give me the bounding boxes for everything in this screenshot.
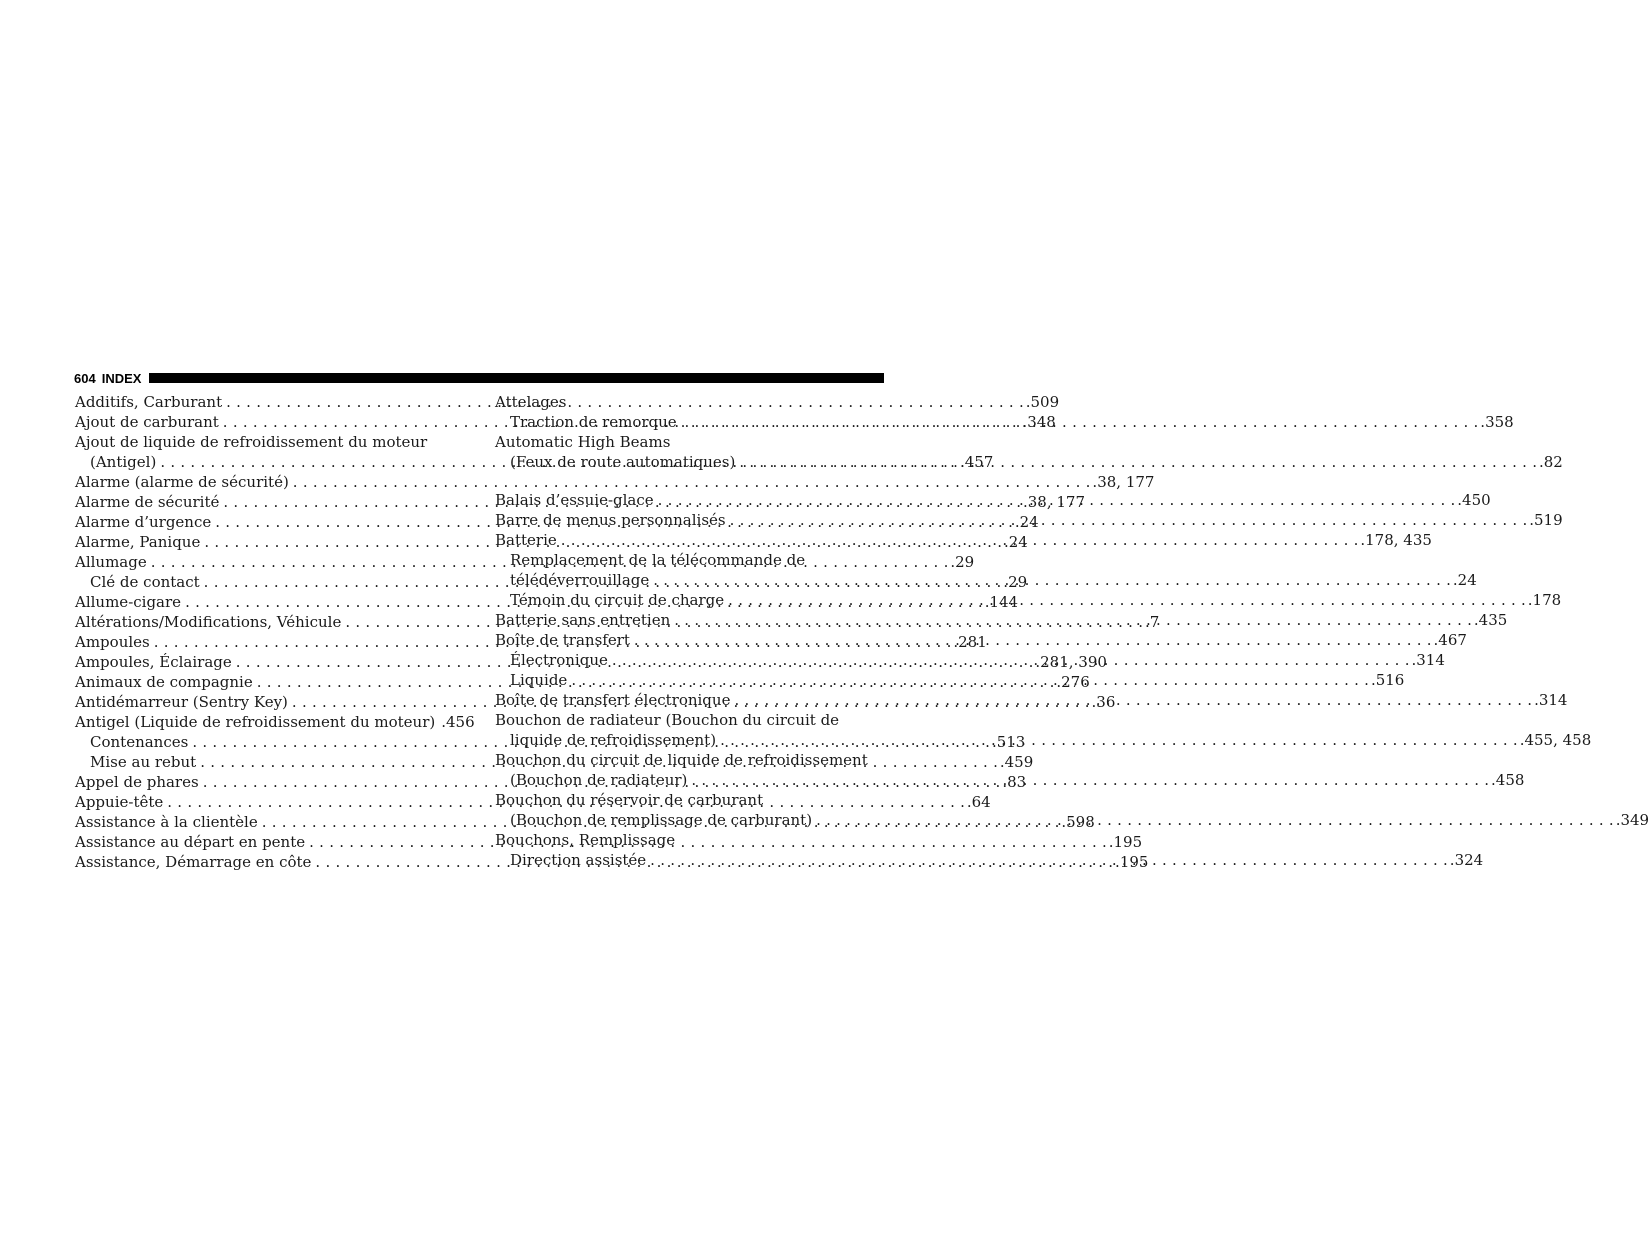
index-entry-label: Alarme de sécurité bbox=[75, 493, 220, 511]
index-entry-label: Attelages bbox=[495, 393, 567, 411]
page-header bbox=[74, 370, 884, 386]
index-entry-page: .519 bbox=[1529, 511, 1563, 529]
index-entry bbox=[495, 392, 883, 412]
index-entry-label: Électronique bbox=[510, 651, 608, 669]
index-entry-page: .38, 177 bbox=[1092, 473, 1155, 491]
index-entry-label: Appuie-tête bbox=[75, 793, 164, 811]
index-entry bbox=[75, 472, 1155, 492]
index-entry bbox=[75, 432, 463, 452]
index-entry-label: Additifs, Carburant bbox=[75, 393, 223, 411]
index-entry-label: Boîte de transfert électronique bbox=[495, 691, 731, 709]
dot-leader bbox=[720, 730, 1518, 750]
index-entry-page: .64 bbox=[966, 793, 991, 811]
index-entry-label: Barre de menus personnalisés bbox=[495, 511, 726, 529]
index-entry-label: Témoin du circuit de charge bbox=[510, 591, 725, 609]
index-entry-label: Automatic High Beams bbox=[495, 433, 671, 451]
index-entry-label: liquide de refroidissement) bbox=[510, 731, 717, 749]
index-entry-label: Assistance, Démarrage en côte bbox=[75, 853, 312, 871]
index-entry-page: .195 bbox=[1108, 833, 1143, 851]
index-entry-page: .457 bbox=[959, 453, 994, 471]
dot-leader bbox=[734, 690, 1532, 710]
index-entry-page: .348 bbox=[1022, 413, 1056, 431]
index-entry-label: Ampoules, Éclairage bbox=[75, 653, 232, 671]
index-entry-label: (Feux de route automatiques) bbox=[510, 453, 736, 471]
index-entry-page: .467 bbox=[1433, 631, 1467, 649]
page-number: 604 bbox=[74, 370, 96, 386]
index-entry-label: Ampoules bbox=[75, 633, 150, 651]
index-entry-page: .281 bbox=[953, 633, 987, 651]
index-entry-label: Assistance au départ en pente bbox=[75, 833, 306, 851]
index-entry-label: Remplacement de la télécommande de bbox=[510, 551, 806, 569]
index-entry-label: Clé de contact bbox=[90, 573, 200, 591]
index-entry-page: .459 bbox=[999, 753, 1034, 771]
index-entry-label: Alarme, Panique bbox=[75, 533, 201, 551]
index-entry-label: (Bouchon de radiateur) bbox=[510, 771, 688, 789]
index-entry-label: Altérations/Modifications, Véhicule bbox=[75, 613, 342, 631]
index-entry-label: télédéverrouillage bbox=[510, 571, 650, 589]
index-entry-label: (Antigel) bbox=[90, 453, 157, 471]
index-entry bbox=[495, 610, 1508, 630]
index-entry-page: .509 bbox=[1025, 393, 1060, 411]
header-title: INDEX bbox=[101, 370, 142, 386]
index-entry-page: .7 bbox=[1144, 613, 1160, 631]
index-entry bbox=[495, 550, 883, 570]
dot-leader bbox=[691, 770, 1489, 790]
index-entry-page: .324 bbox=[1449, 851, 1484, 869]
index-entry-page: .195 bbox=[1115, 853, 1149, 871]
dot-leader bbox=[674, 610, 1472, 630]
index-entry-label: Balais d’essuie-glace bbox=[495, 491, 654, 509]
index-entry bbox=[495, 830, 883, 850]
dot-leader bbox=[650, 850, 1448, 870]
index-entry-label: Allume-cigare bbox=[75, 593, 182, 611]
index-entry bbox=[495, 750, 883, 770]
index-entry-page: .178 bbox=[1527, 591, 1562, 609]
index-entry-label: Antidémarreur (Sentry Key) bbox=[75, 693, 288, 711]
index-entry-page: .456 bbox=[441, 713, 475, 731]
dot-leader bbox=[561, 530, 1359, 550]
header-rule bbox=[149, 373, 884, 383]
dot-leader bbox=[634, 630, 1432, 650]
index-entry-page: .24 bbox=[1014, 513, 1039, 531]
index-entry-label: Mise au rebut bbox=[90, 753, 197, 771]
index-entry-page: .29 bbox=[950, 553, 975, 571]
index-entry-page: .450 bbox=[1457, 491, 1491, 509]
index-entry bbox=[495, 710, 883, 730]
index-entry-page: .314 bbox=[1534, 691, 1568, 709]
dot-leader bbox=[681, 412, 1479, 432]
index-entry-label: Batterie bbox=[495, 531, 557, 549]
index-entry-page: .36 bbox=[1091, 693, 1116, 711]
index-entry-label: Bouchon de radiateur (Bouchon du circuit de bbox=[495, 711, 840, 729]
index-entry-page: .455, 458 bbox=[1519, 731, 1592, 749]
index-entry-label: Alarme d’urgence bbox=[75, 513, 212, 531]
index-entry-page: .349 bbox=[1615, 811, 1649, 829]
index-entry-page: .435 bbox=[1473, 611, 1508, 629]
dot-leader bbox=[728, 590, 1526, 610]
dot-leader bbox=[739, 452, 1537, 472]
index-entry-page: .276 bbox=[1056, 673, 1090, 691]
dot-leader bbox=[658, 490, 1456, 510]
index-entry-label: (Bouchon de remplissage de carburant) bbox=[510, 811, 813, 829]
index-entry-page: .314 bbox=[1411, 651, 1445, 669]
dot-leader bbox=[612, 650, 1410, 670]
index-entry-page: .29 bbox=[1003, 573, 1028, 591]
index-entry-page: .458 bbox=[1491, 771, 1525, 789]
index-entry-label: Appel de phares bbox=[75, 773, 199, 791]
index-entry-label: Bouchon du circuit de liquide de refroidissement bbox=[495, 751, 868, 769]
index-entry-page: .38, 177 bbox=[1023, 493, 1086, 511]
index-entry bbox=[495, 790, 883, 810]
index-entry bbox=[75, 712, 475, 732]
index-entry-page: .24 bbox=[1003, 533, 1028, 551]
index-entry-label: Liquide bbox=[510, 671, 568, 689]
index-entry-page: .513 bbox=[991, 733, 1026, 751]
index-entry-page: .24 bbox=[1452, 571, 1477, 589]
index-entry-label: Traction de remorque bbox=[510, 413, 677, 431]
index-entry-label: Ajout de carburant bbox=[75, 413, 219, 431]
index-entry-label: Contenances bbox=[90, 733, 189, 751]
index-entry-label: Ajout de liquide de refroidissement du moteur bbox=[75, 433, 428, 451]
index-entry-label: Animaux de compagnie bbox=[75, 673, 253, 691]
index-entry-label: Allumage bbox=[75, 553, 147, 571]
index-entry-page: .516 bbox=[1370, 671, 1405, 689]
index-entry-label: Direction assistée bbox=[510, 851, 647, 869]
dot-leader bbox=[730, 510, 1528, 530]
index-entry-label: Alarme (alarme de sécurité) bbox=[75, 473, 289, 491]
index-entry-page: .281, 390 bbox=[1035, 653, 1107, 671]
dot-leader bbox=[653, 570, 1451, 590]
dot-leader bbox=[816, 810, 1614, 830]
index-entry-label: Assistance à la clientèle bbox=[75, 813, 258, 831]
index-entry-page: .598 bbox=[1061, 813, 1095, 831]
index-entry-page: .358 bbox=[1480, 413, 1514, 431]
index-entry-page: .178, 435 bbox=[1360, 531, 1432, 549]
index-entry-page: .83 bbox=[1002, 773, 1027, 791]
index-entry-label: Batterie sans entretien bbox=[495, 611, 671, 629]
index-entry-page: .144 bbox=[984, 593, 1019, 611]
index-entry-page: .82 bbox=[1538, 453, 1563, 471]
dot-leader bbox=[571, 670, 1369, 690]
index-entry-label: Bouchons, Remplissage bbox=[495, 831, 676, 849]
index-entry-label: Boîte de transfert bbox=[495, 631, 630, 649]
index-entry bbox=[495, 432, 883, 452]
index-entry-label: Bouchon du réservoir de carburant bbox=[495, 791, 764, 809]
index-entry-label: Antigel (Liquide de refroidissement du moteur) bbox=[75, 713, 436, 731]
